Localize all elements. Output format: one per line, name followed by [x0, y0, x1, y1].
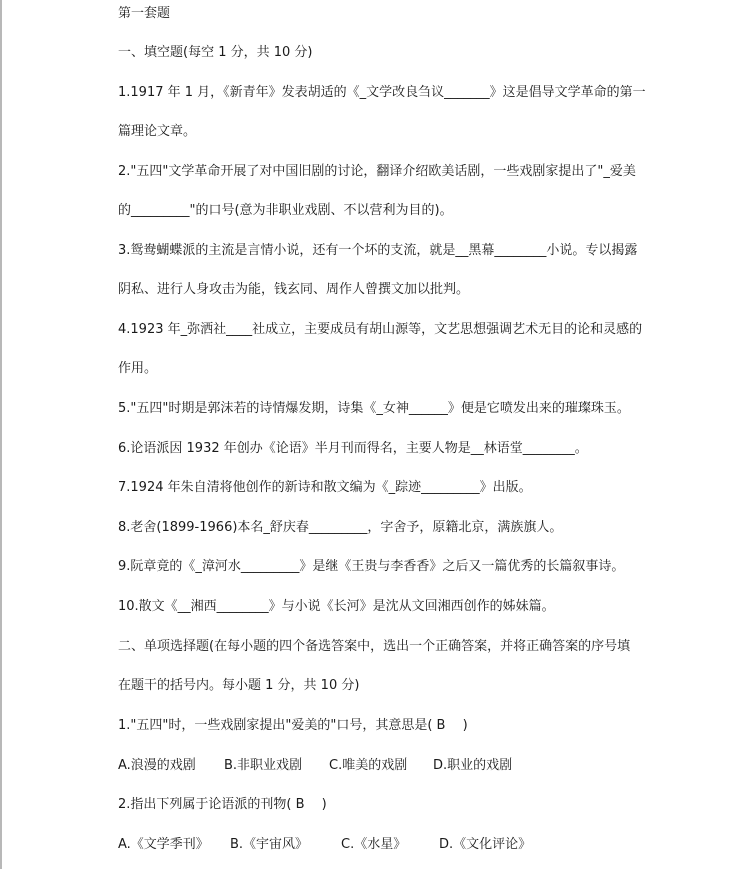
- option-a: A.浪漫的戏剧: [118, 758, 196, 773]
- question-stem: 1."五四"时，一些戏剧家提出"爱美的"口号，其意思是( B ): [118, 718, 468, 733]
- section2-heading-cont: 在题干的括号内。每小题 1 分，共 10 分): [118, 678, 360, 693]
- question-line: 6.论语派因 1932 年创办《论语》半月刊而得名，主要人物是__林语堂________。: [118, 441, 588, 456]
- question-line: 的_________"的口号(意为非职业戏剧、不以营利为目的)。: [118, 203, 453, 218]
- option-b: B.非职业戏剧: [224, 758, 303, 773]
- question-line: 5."五四"时期是郭沫若的诗情爆发期，诗集《_女神______》便是它喷发出来的璀璨珠玉。: [118, 401, 630, 416]
- question-stem: 2.指出下列属于论语派的刊物( B ): [118, 797, 327, 812]
- question-line: 1.1917 年 1 月，《新青年》发表胡适的《_文学改良刍议_______》这是倡导文学革命的第一: [118, 85, 646, 100]
- section1-heading: 一、填空题(每空 1 分，共 10 分): [118, 45, 313, 60]
- option-b: B.《宇宙风》: [230, 837, 309, 852]
- question-line: 2."五四"文学革命开展了对中国旧剧的讨论，翻译介绍欧美话剧，一些戏剧家提出了"_爱美: [118, 164, 636, 179]
- question-line: 9.阮章竟的《_漳河水_________》是继《王贵与李香香》之后又一篇优秀的长篇叙事诗。: [118, 559, 625, 574]
- question-line: 10.散文《__湘西________》与小说《长河》是沈从文回湘西创作的姊妹篇。: [118, 599, 555, 614]
- option-a: A.《文学季刊》: [118, 837, 209, 852]
- question-line: 4.1923 年_弥洒社____社成立，主要成员有胡山源等，文艺思想强调艺术无目的论和灵感的: [118, 322, 643, 337]
- option-d: D.《文化评论》: [439, 837, 532, 852]
- question-line: 阴私、进行人身攻击为能，钱玄同、周作人曾撰文加以批判。: [118, 282, 470, 297]
- question-line: 8.老舍(1899-1966)本名_舒庆春_________，字舍予，原籍北京，满族旗人。: [118, 520, 563, 535]
- doc-title: 第一套题: [118, 6, 171, 21]
- option-c: C.唯美的戏剧: [329, 758, 408, 773]
- question-line: 7.1924 年朱自清将他创作的新诗和散文编为《_踪迹_________》出版。: [118, 480, 532, 495]
- question-line: 3.鸳鸯蝴蝶派的主流是言情小说，还有一个坏的支流，就是__黑幕________小说。专以揭露: [118, 243, 638, 258]
- question-line: 作用。: [118, 361, 158, 376]
- option-d: D.职业的戏剧: [433, 758, 513, 773]
- section2-heading: 二、单项选择题(在每小题的四个备选答案中，选出一个正确答案，并将正确答案的序号填: [118, 639, 631, 654]
- option-c: C.《水星》: [341, 837, 407, 852]
- question-line: 篇理论文章。: [118, 124, 197, 139]
